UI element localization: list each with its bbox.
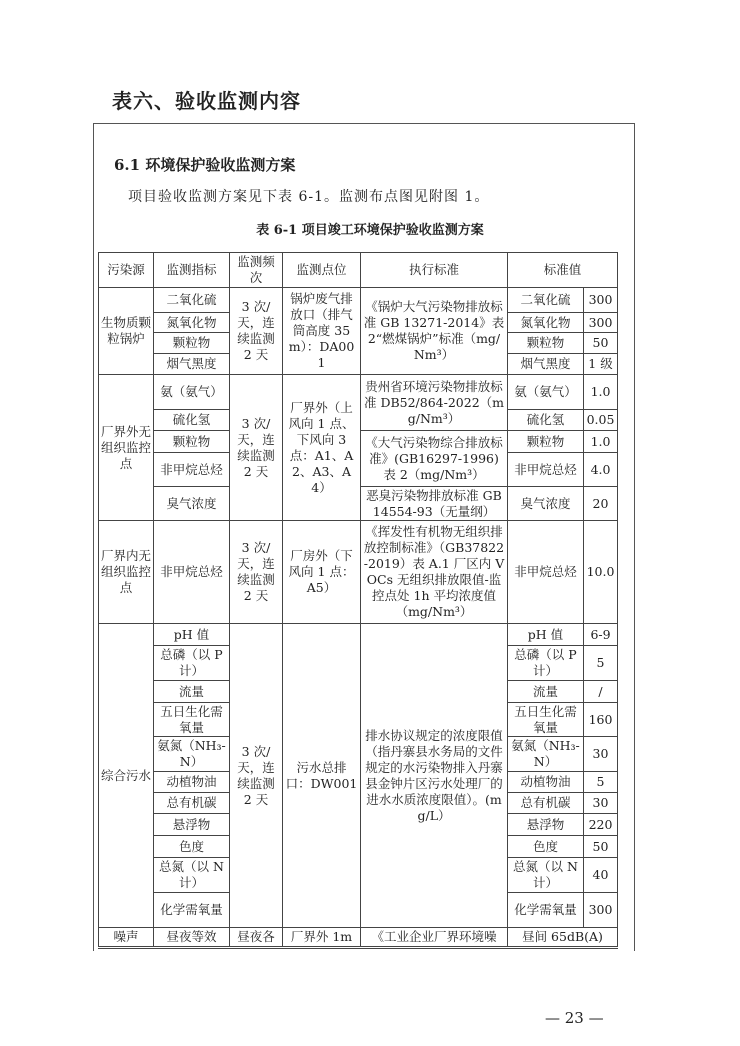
indicator-cell: 氨氮（NH₃-N） (154, 737, 230, 772)
indicator-cell: 流量 (154, 681, 230, 703)
frequency-cell: 3 次/天，连续监测 2 天 (230, 375, 283, 521)
limit-value-cell: 300 (584, 893, 618, 928)
limit-name-cell: 总氮（以 N 计） (508, 858, 584, 893)
source-cell: 厂界外无组织监控点 (99, 375, 154, 521)
limit-name-cell: 颗粒物 (508, 333, 584, 354)
standard-cell: 贵州省环境污染物排放标准 DB52/864-2022（mg/Nm³） (361, 375, 508, 431)
indicator-cell: 烟气黑度 (154, 354, 230, 375)
table-row (99, 521, 618, 624)
limit-value-cell: 10.0 (584, 521, 618, 624)
intro-paragraph: 项目验收监测方案见下表 6-1。监测布点图见附图 1。 (128, 189, 490, 205)
limit-name-cell: 非甲烷总烃 (508, 521, 584, 624)
standard-cell: 《大气污染物综合排放标准》(GB16297-1996) 表 2（mg/Nm³） (361, 431, 508, 487)
frequency-cell: 3 次/天，连续监测 2 天 (230, 521, 283, 624)
indicator-cell: pH 值 (154, 624, 230, 646)
limit-value-cell: 昼间 65dB(A) (508, 928, 618, 948)
limit-name-cell: 氮氧化物 (508, 313, 584, 333)
source-cell: 噪声 (99, 928, 154, 948)
limit-name-cell: 氨氮（NH₃-N） (508, 737, 584, 772)
table-row (99, 288, 618, 313)
limit-name-cell: 非甲烷总烃 (508, 453, 584, 487)
frequency-cell: 昼夜各 (230, 928, 283, 948)
table-caption: 表 6-1 项目竣工环境保护验收监测方案 (256, 223, 484, 238)
indicator-cell: 悬浮物 (154, 814, 230, 836)
limit-name-cell: 颗粒物 (508, 431, 584, 453)
indicator-cell: 硫化氢 (154, 410, 230, 431)
limit-name-cell: 硫化氢 (508, 410, 584, 431)
limit-value-cell: 300 (584, 313, 618, 333)
header-cell: 监测指标 (154, 253, 230, 288)
indicator-cell: 色度 (154, 836, 230, 858)
indicator-cell: 化学需氧量 (154, 893, 230, 928)
table-header-row (99, 253, 618, 288)
limit-name-cell: 总有机碳 (508, 793, 584, 814)
standard-cell: 《工业企业厂界环境噪 (361, 928, 508, 948)
indicator-cell: 总氮（以 N 计） (154, 858, 230, 893)
limit-name-cell: 五日生化需氧量 (508, 703, 584, 737)
limit-value-cell: 40 (584, 858, 618, 893)
frequency-cell: 3 次/天，连续监测 2 天 (230, 624, 283, 928)
point-cell: 厂房外（下风向 1 点：A5） (283, 521, 361, 624)
limit-name-cell: 烟气黑度 (508, 354, 584, 375)
standard-cell: 排水协议规定的浓度限值（指丹寨县水务局的文件规定的水污染物排入丹寨县金钟片区污水处理厂的进水水质浓度限值）。(mg/L） (361, 624, 508, 928)
indicator-cell: 氨（氨气） (154, 375, 230, 410)
limit-name-cell: pH 值 (508, 624, 584, 646)
indicator-cell: 五日生化需氧量 (154, 703, 230, 737)
limit-name-cell: 流量 (508, 681, 584, 703)
indicator-cell: 总磷（以 P 计） (154, 646, 230, 681)
limit-value-cell: 220 (584, 814, 618, 836)
limit-name-cell: 悬浮物 (508, 814, 584, 836)
standard-cell: 恶臭污染物排放标准 GB 14554-93（无量纲） (361, 487, 508, 521)
indicator-cell: 颗粒物 (154, 431, 230, 453)
limit-name-cell: 氨（氨气） (508, 375, 584, 410)
header-cell: 监测频次 (230, 253, 283, 288)
indicator-cell: 非甲烷总烃 (154, 453, 230, 487)
limit-value-cell: 160 (584, 703, 618, 737)
limit-value-cell: 4.0 (584, 453, 618, 487)
limit-name-cell: 动植物油 (508, 772, 584, 793)
limit-value-cell: 0.05 (584, 410, 618, 431)
section-heading: 6.1 环境保护验收监测方案 (114, 156, 296, 174)
limit-value-cell: 1.0 (584, 431, 618, 453)
limit-value-cell: 6-9 (584, 624, 618, 646)
header-cell: 执行标准 (361, 253, 508, 288)
indicator-cell: 氮氧化物 (154, 313, 230, 333)
source-cell: 厂界内无组织监控点 (99, 521, 154, 624)
limit-value-cell: 5 (584, 646, 618, 681)
header-cell: 污染源 (99, 253, 154, 288)
limit-value-cell: 5 (584, 772, 618, 793)
limit-name-cell: 二氧化硫 (508, 288, 584, 313)
table-row (99, 928, 618, 948)
limit-value-cell: 300 (584, 288, 618, 313)
limit-value-cell: 30 (584, 793, 618, 814)
page-title: 表六、验收监测内容 (112, 89, 301, 113)
indicator-cell: 非甲烷总烃 (154, 521, 230, 624)
limit-name-cell: 臭气浓度 (508, 487, 584, 521)
indicator-cell: 总有机碳 (154, 793, 230, 814)
table-row (99, 375, 618, 410)
table-row (99, 624, 618, 646)
source-cell: 综合污水 (99, 624, 154, 928)
header-cell: 监测点位 (283, 253, 361, 288)
indicator-cell: 昼夜等效 (154, 928, 230, 948)
point-cell: 厂界外 1m (283, 928, 361, 948)
limit-value-cell: 30 (584, 737, 618, 772)
indicator-cell: 二氧化硫 (154, 288, 230, 313)
limit-name-cell: 总磷（以 P 计） (508, 646, 584, 681)
point-cell: 污水总排口：DW001 (283, 624, 361, 928)
indicator-cell: 臭气浓度 (154, 487, 230, 521)
indicator-cell: 动植物油 (154, 772, 230, 793)
limit-value-cell: / (584, 681, 618, 703)
limit-value-cell: 50 (584, 333, 618, 354)
page-number: — 23 — (545, 1009, 604, 1027)
monitoring-plan-table (98, 252, 618, 949)
point-cell: 厂界外（上风向 1 点、下风向 3 点：A1、A2、A3、A4） (283, 375, 361, 521)
point-cell: 锅炉废气排放口（排气筒高度 35m）：DA001 (283, 288, 361, 375)
limit-value-cell: 1 级 (584, 354, 618, 375)
limit-value-cell: 1.0 (584, 375, 618, 410)
limit-name-cell: 色度 (508, 836, 584, 858)
source-cell: 生物质颗粒锅炉 (99, 288, 154, 375)
standard-cell: 《锅炉大气污染物排放标准 GB 13271-2014》表 2“燃煤锅炉”标准（mg/Nm³） (361, 288, 508, 375)
limit-value-cell: 20 (584, 487, 618, 521)
limit-value-cell: 50 (584, 836, 618, 858)
indicator-cell: 颗粒物 (154, 333, 230, 354)
frequency-cell: 3 次/天，连续监测 2 天 (230, 288, 283, 375)
standard-cell: 《挥发性有机物无组织排放控制标准》（GB37822-2019）表 A.1 厂区内 VOCs 无组织排放限值-监控点处 1h 平均浓度值（mg/Nm³） (361, 521, 508, 624)
header-cell: 标准值 (508, 253, 618, 288)
limit-name-cell: 化学需氧量 (508, 893, 584, 928)
